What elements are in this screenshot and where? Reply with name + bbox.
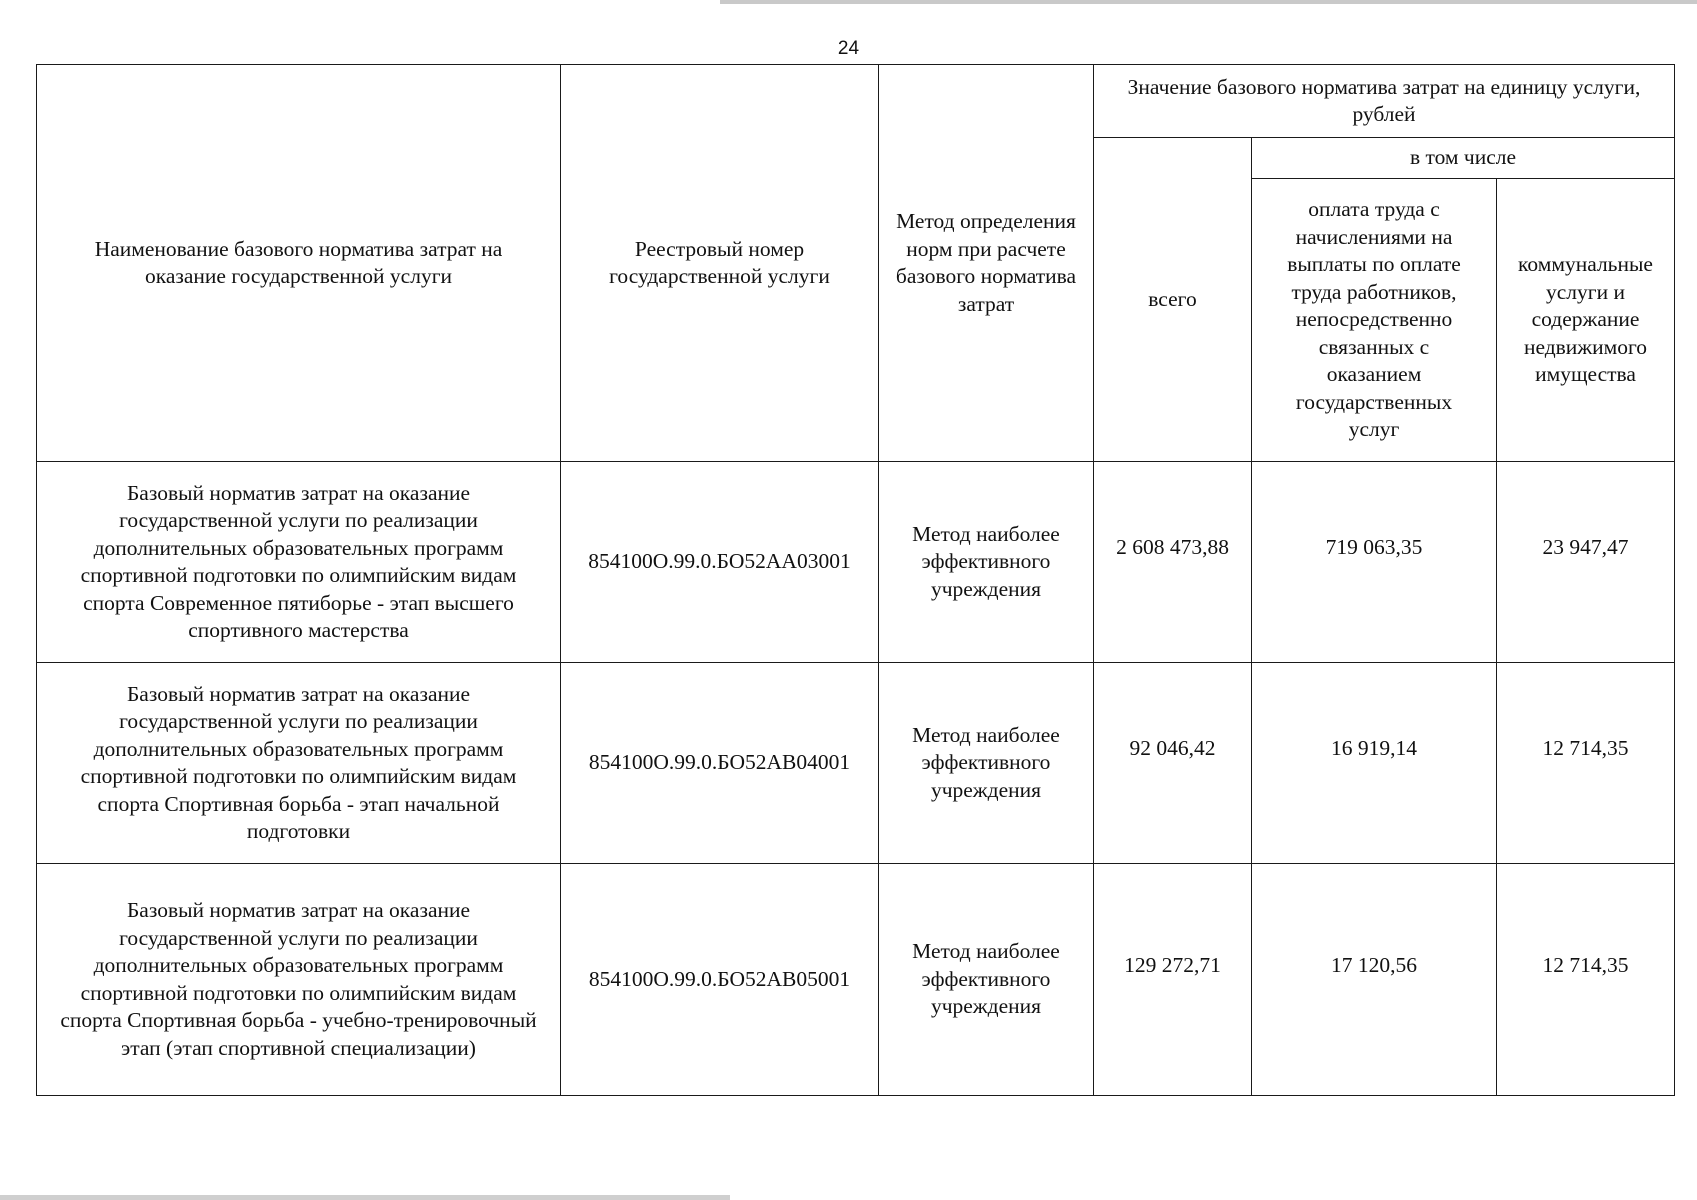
header-utilities: коммунальные услуги и содержание недвижимого имущества [1497,179,1675,462]
scan-edge-top [720,0,1697,4]
header-name: Наименование базового норматива затрат на оказание государственной услуги [37,65,561,462]
row-registry: 854100О.99.0.БО52АВ05001 [561,864,879,1096]
header-value-group: Значение базового норматива затрат на единицу услуги, рублей [1094,65,1675,138]
cost-norm-table [36,64,1675,1096]
header-including: в том числе [1252,138,1675,179]
header-row-1 [37,65,1675,138]
row-registry: 854100О.99.0.БО52АА03001 [561,462,879,663]
row-total-value: 92 046,42 [1129,736,1216,761]
table-row [37,462,1675,663]
row-utilities [1497,663,1675,864]
row-utilities-value: 12 714,35 [1542,736,1629,761]
row-total-value: 129 272,71 [1124,952,1221,977]
header-method: Метод определения норм при расчете базового норматива затрат [879,65,1094,462]
row-method: Метод наиболее эффективного учреждения [879,663,1094,864]
row-total [1094,663,1252,864]
table-row [37,663,1675,864]
scan-edge-bottom [0,1195,730,1200]
row-labor [1252,462,1497,663]
row-total [1094,864,1252,1096]
row-utilities-value: 23 947,47 [1542,535,1629,560]
row-method: Метод наиболее эффективного учреждения [879,864,1094,1096]
page-number: 24 [837,38,860,59]
row-registry: 854100О.99.0.БО52АВ04001 [561,663,879,864]
row-labor [1252,663,1497,864]
row-method: Метод наиболее эффективного учреждения [879,462,1094,663]
row-labor [1252,864,1497,1096]
row-utilities-value: 12 714,35 [1542,952,1629,977]
row-labor-value: 16 919,14 [1331,736,1417,761]
row-labor-value: 17 120,56 [1331,952,1417,977]
row-name: Базовый норматив затрат на оказание государственной услуги по реализации дополнительных образовательных программ спортивной подготовки по олимпийским видам спорта Спортивная борьба - этап начальной подготовки [37,663,561,864]
header-total: всего [1094,138,1252,462]
row-utilities [1497,864,1675,1096]
row-utilities [1497,462,1675,663]
row-name: Базовый норматив затрат на оказание государственной услуги по реализации дополнительных образовательных программ спортивной подготовки по олимпийским видам спорта Современное пятиборье - этап высшего спортивного мастерства [37,462,561,663]
header-registry: Реестровый номер государственной услуги [561,65,879,462]
table-row [37,864,1675,1096]
row-name: Базовый норматив затрат на оказание государственной услуги по реализации дополнительных образовательных программ спортивной подготовки по олимпийским видам спорта Спортивная борьба - учебно-тренировочный этап (этап спортивной специализации) [37,864,561,1096]
row-total [1094,462,1252,663]
row-labor-value: 719 063,35 [1325,535,1423,560]
header-labor: оплата труда с начислениями на выплаты по оплате труда работников, непосредственно связанных с оказанием государственных услуг [1252,179,1497,462]
row-total-value: 2 608 473,88 [1116,535,1229,560]
